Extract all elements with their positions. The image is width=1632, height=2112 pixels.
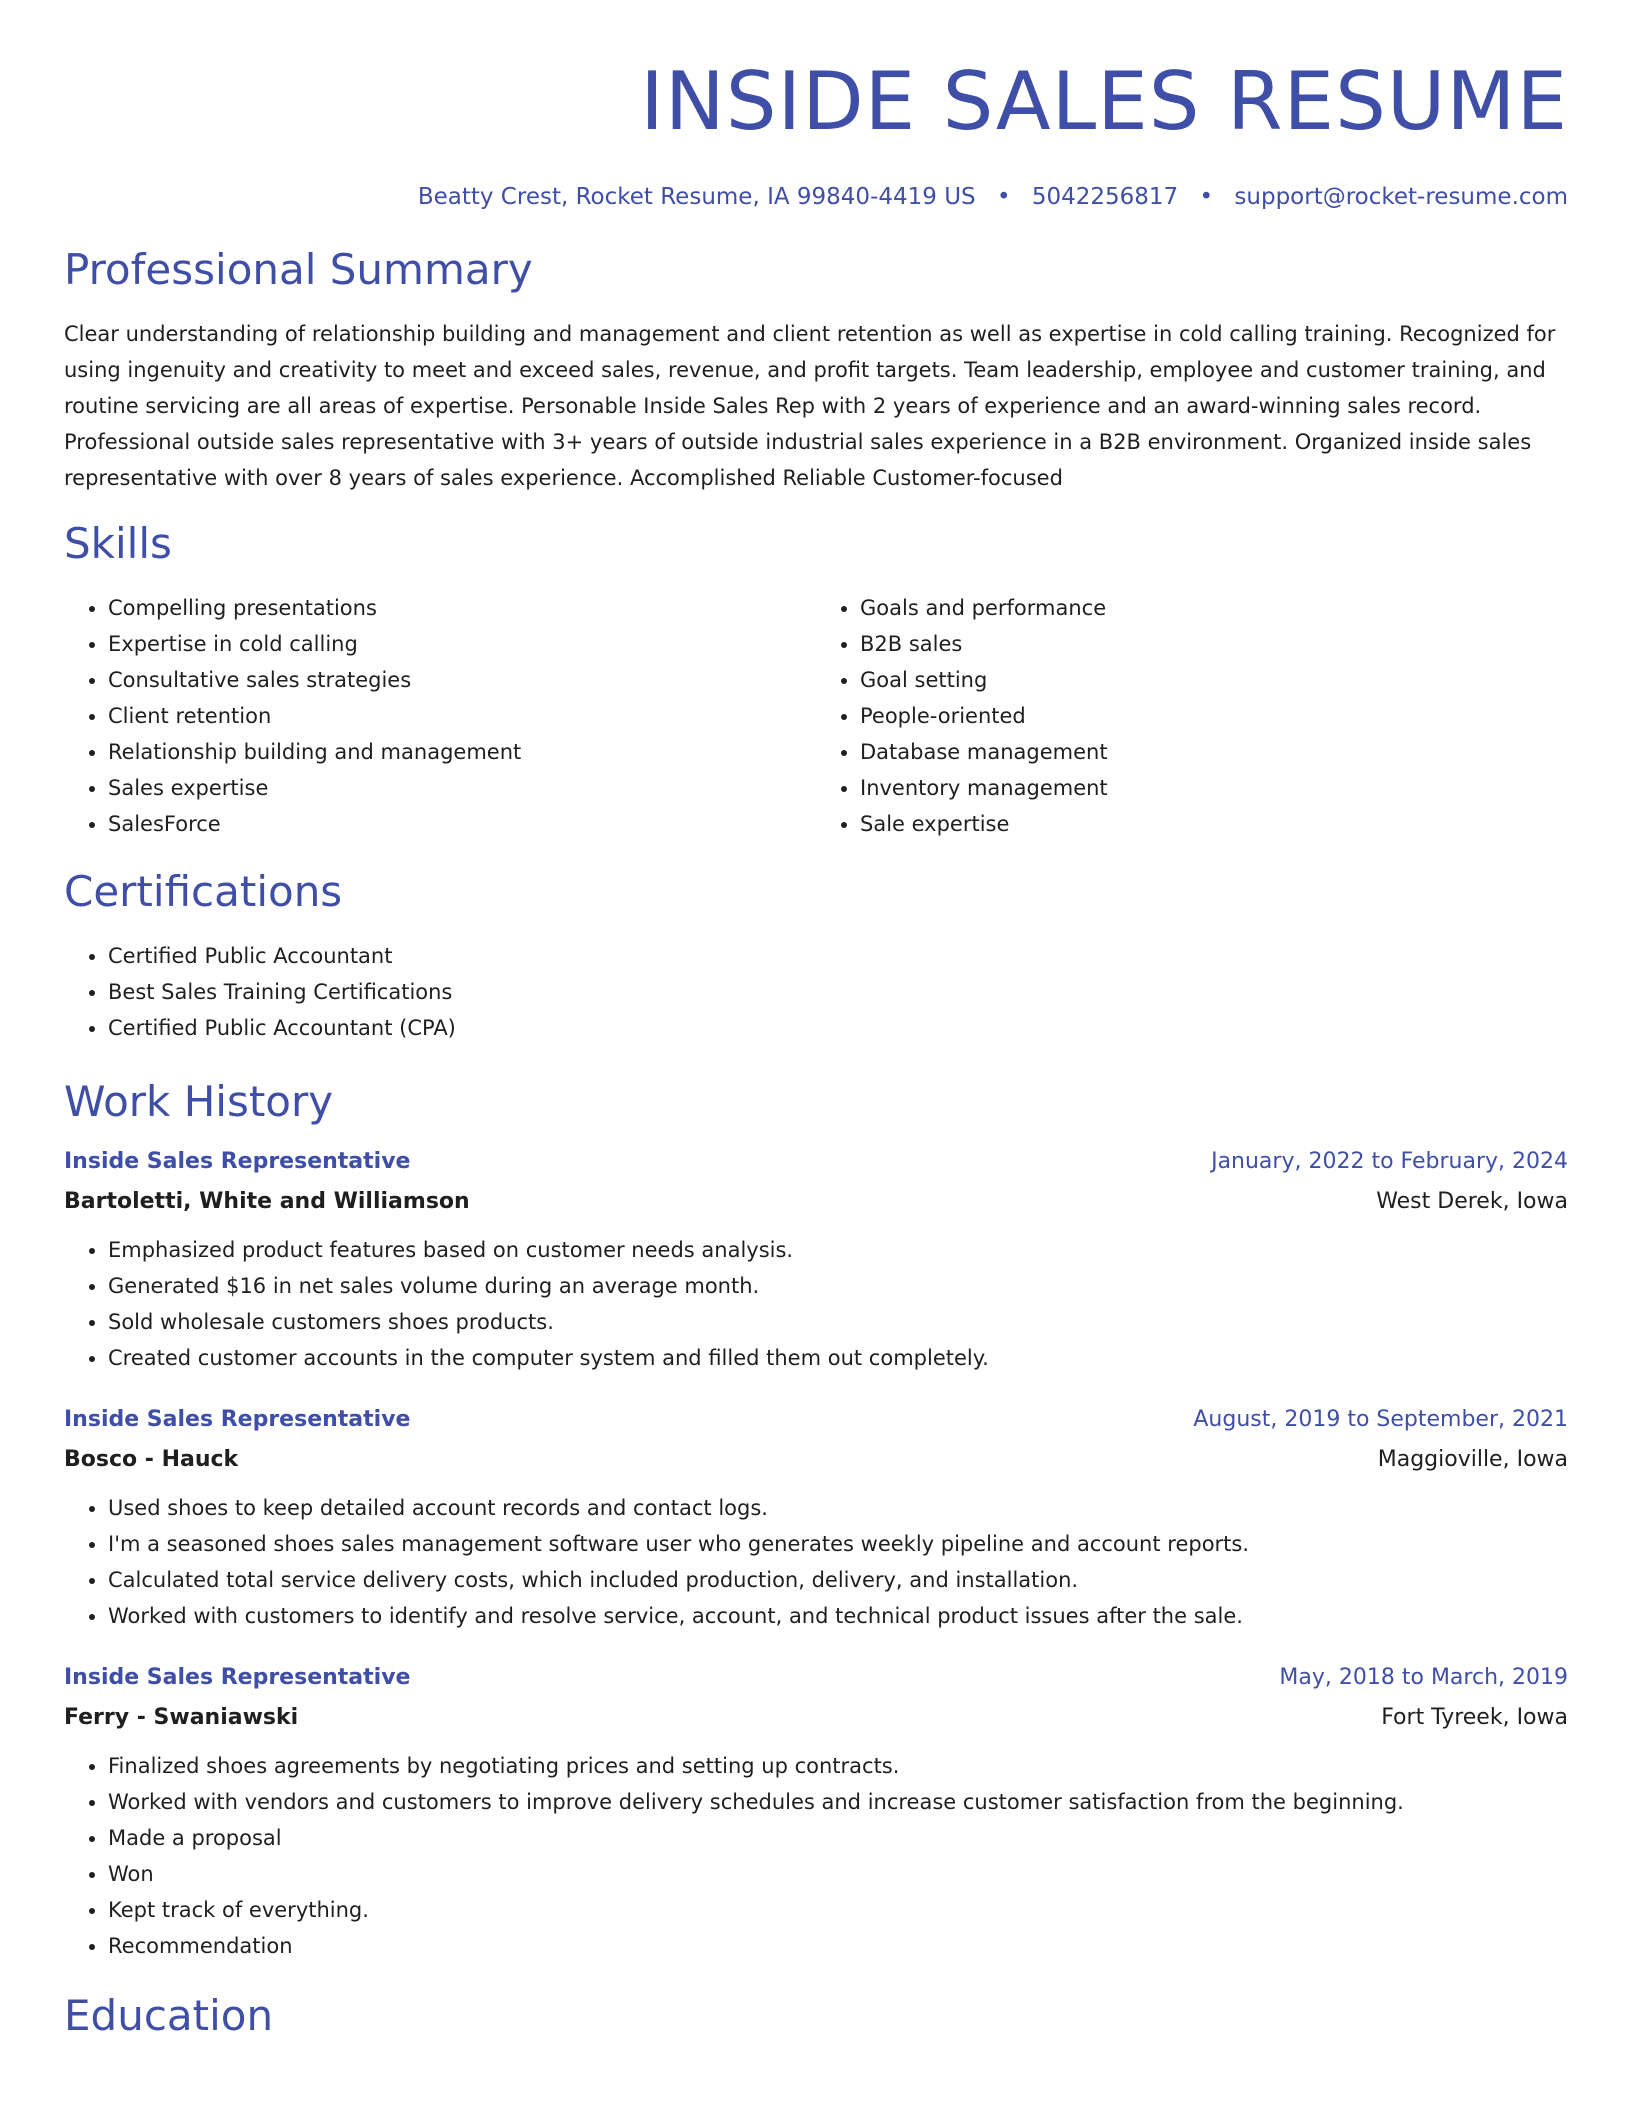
job-bullet: • Calculated total service delivery costs, which included production, delivery, and installation.: [108, 1562, 1568, 1598]
job-bullet: • Generated $16 in net sales volume during an average month.: [108, 1268, 1568, 1304]
job-header: [64, 1400, 1568, 1440]
job-dates: May, 2018 to March, 2019: [1279, 1665, 1568, 1690]
job-entry: [64, 1142, 1568, 1376]
skills-column-left: [64, 590, 816, 842]
skill-item: • B2B sales: [860, 626, 1568, 662]
certifications-list: [64, 938, 1568, 1046]
skills-heading: Skills: [64, 519, 172, 568]
job-bullet: • I'm a seasoned shoes sales management software user who generates weekly pipeline and account reports.: [108, 1526, 1568, 1562]
job-title: Inside Sales Representative: [64, 1665, 411, 1690]
job-subheader: [64, 1440, 1568, 1480]
job-bullets: [64, 1232, 1568, 1376]
job-bullets: [64, 1748, 1568, 1964]
job-bullet: • Worked with vendors and customers to improve delivery schedules and increase customer satisfaction from the beginning.: [108, 1784, 1568, 1820]
job-bullet: • Recommendation: [108, 1928, 1568, 1964]
skill-item: • Goal setting: [860, 662, 1568, 698]
skill-item: • People-oriented: [860, 698, 1568, 734]
job-dates: August, 2019 to September, 2021: [1193, 1407, 1568, 1432]
skills-column-right: [816, 590, 1568, 842]
skill-item: • Sales expertise: [108, 770, 816, 806]
contact-line: [64, 180, 1568, 214]
education-heading: Education: [64, 1991, 274, 2040]
contact-email: support@rocket-resume.com: [1234, 184, 1568, 210]
job-bullet: • Kept track of everything.: [108, 1892, 1568, 1928]
skill-item: • Expertise in cold calling: [108, 626, 816, 662]
summary-heading: Professional Summary: [64, 245, 533, 294]
certification-item: • Certified Public Accountant (CPA): [108, 1010, 1568, 1046]
job-company: Bosco - Hauck: [64, 1447, 239, 1472]
skill-item: • Consultative sales strategies: [108, 662, 816, 698]
skill-item: • Database management: [860, 734, 1568, 770]
skills-list: [64, 590, 1568, 842]
contact-separator: •: [1199, 184, 1214, 210]
resume-title: INSIDE SALES RESUME: [640, 55, 1568, 148]
contact-address: Beatty Crest, Rocket Resume, IA 99840-4419 US: [417, 184, 976, 210]
job-title: Inside Sales Representative: [64, 1149, 411, 1174]
job-bullet: • Sold wholesale customers shoes products.: [108, 1304, 1568, 1340]
skill-item: • Relationship building and management: [108, 734, 816, 770]
work-history-heading: Work History: [64, 1077, 334, 1126]
job-bullet: • Worked with customers to identify and resolve service, account, and technical product issues after the sale.: [108, 1598, 1568, 1634]
skill-item: • Inventory management: [860, 770, 1568, 806]
job-header: [64, 1658, 1568, 1698]
job-location: Fort Tyreek, Iowa: [1381, 1705, 1568, 1730]
job-bullet: • Won: [108, 1856, 1568, 1892]
job-bullets: [64, 1490, 1568, 1634]
job-header: [64, 1142, 1568, 1182]
summary-text: Clear understanding of relationship building and management and client retention as well as expertise in cold calling training. Recognized for using ingenuity and creativity to meet and exceed sales, revenue, and profit targets. Team leadership, employee and customer training, and routine servicing are all areas of expertise. Personable Inside Sales Rep with 2 years of experience and an award-winning sales record. Professional outside sales representative with 3+ years of outside industrial sales experience in a B2B environment. Organized inside sales representative with over 8 years of sales experience. Accomplished Reliable Customer-focused: [64, 322, 1556, 490]
job-bullet: • Created customer accounts in the computer system and filled them out completely.: [108, 1340, 1568, 1376]
job-bullet: • Used shoes to keep detailed account records and contact logs.: [108, 1490, 1568, 1526]
skill-item: • Goals and performance: [860, 590, 1568, 626]
job-location: West Derek, Iowa: [1376, 1189, 1568, 1214]
skill-item: • Compelling presentations: [108, 590, 816, 626]
job-location: Maggioville, Iowa: [1377, 1447, 1568, 1472]
job-subheader: [64, 1182, 1568, 1222]
certifications-heading: Certifications: [64, 867, 343, 916]
skill-item: • Client retention: [108, 698, 816, 734]
job-bullet: • Finalized shoes agreements by negotiating prices and setting up contracts.: [108, 1748, 1568, 1784]
certification-item: • Certified Public Accountant: [108, 938, 1568, 974]
job-bullet: • Made a proposal: [108, 1820, 1568, 1856]
job-entry: [64, 1658, 1568, 1964]
certification-item: • Best Sales Training Certifications: [108, 974, 1568, 1010]
contact-separator: •: [996, 184, 1011, 210]
job-company: Bartoletti, White and Williamson: [64, 1189, 470, 1214]
skill-item: • Sale expertise: [860, 806, 1568, 842]
skill-item: • SalesForce: [108, 806, 816, 842]
job-bullet: • Emphasized product features based on customer needs analysis.: [108, 1232, 1568, 1268]
contact-phone: 5042256817: [1031, 184, 1179, 210]
job-dates: January, 2022 to February, 2024: [1211, 1149, 1568, 1174]
job-title: Inside Sales Representative: [64, 1407, 411, 1432]
job-subheader: [64, 1698, 1568, 1738]
job-entry: [64, 1400, 1568, 1634]
job-company: Ferry - Swaniawski: [64, 1705, 299, 1730]
